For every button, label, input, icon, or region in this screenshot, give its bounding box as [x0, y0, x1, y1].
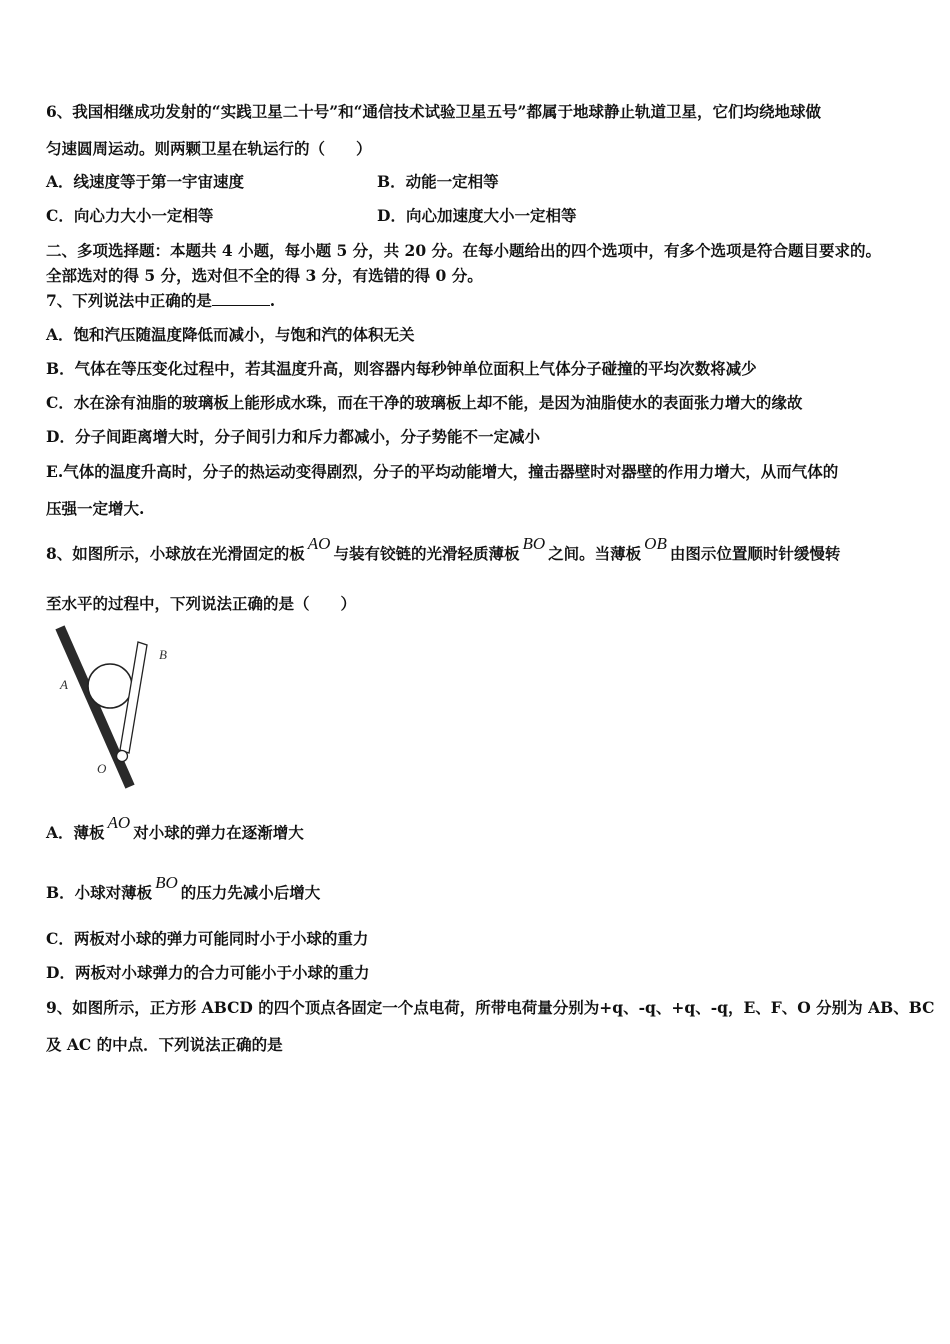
- ball: [88, 664, 132, 708]
- section2-heading-line2: 全部选对的得 5 分，选对但不全的得 3 分，有选错的得 0 分。: [46, 266, 483, 285]
- q7-stem: [46, 291, 275, 311]
- q8-option-b: [46, 873, 321, 903]
- q8-option-d: D．两板对小球弹力的合力可能小于小球的重力: [46, 963, 370, 982]
- answer-blank: [212, 291, 270, 306]
- q8-figure: [46, 625, 186, 790]
- q8-option-c: C．两板对小球的弹力可能同时小于小球的重力: [46, 929, 369, 948]
- q7-option-b: B．气体在等压变化过程中，若其温度升高，则容器内每秒钟单位面积上气体分子碰撞的平均次数将减少: [46, 359, 757, 378]
- q7-option-c: C．水在涂有油脂的玻璃板上能形成水珠，而在干净的玻璃板上却不能，是因为油脂使水的表面张力增大的缘故: [46, 393, 803, 412]
- q7-stem-text: 7、下列说法中正确的是: [46, 291, 212, 310]
- q7-option-a: A．饱和汽压随温度降低而减小，与饱和汽的体积无关: [46, 325, 415, 344]
- q8-text-1: 8、如图所示，小球放在光滑固定的板: [46, 544, 305, 563]
- q9-stem-line1: 9、如图所示，正方形 ABCD 的四个顶点各固定一个点电荷，所带电荷量分别为+q、-q、+q、-q，E、F、O 分别为 AB、BC: [46, 998, 935, 1017]
- q8-math-ao: AO: [307, 534, 331, 553]
- q8-stem-line2: 至水平的过程中，下列说法正确的是（ ）: [46, 594, 357, 613]
- q8-b-pre: B．小球对薄板: [46, 883, 153, 902]
- q8-b-post: 的压力先减小后增大: [180, 883, 321, 902]
- label-b: B: [159, 647, 167, 662]
- q8-text-4: 由图示位置顺时针缓慢转: [669, 544, 841, 563]
- q7-stem-end: .: [269, 291, 276, 310]
- q8-stem-line1: [46, 534, 841, 564]
- hinge: [117, 751, 128, 762]
- q8-text-2: 与装有铰链的光滑轻质薄板: [333, 544, 520, 563]
- q8-math-bo: BO: [522, 534, 546, 553]
- q6-stem-line1: 6、我国相继成功发射的“实践卫星二十号”和“通信技术试验卫星五号”都属于地球静止轨道卫星，它们均绕地球做: [46, 102, 821, 121]
- section2-heading-line1: 二、多项选择题：本题共 4 小题，每小题 5 分，共 20 分。在每小题给出的四个选项中，有多个选项是符合题目要求的。: [46, 241, 882, 260]
- q7-option-e-line1: E.气体的温度升高时，分子的热运动变得剧烈，分子的平均动能增大，撞击器壁时对器壁的作用力增大，从而气体的: [46, 462, 839, 481]
- q6-option-a: A．线速度等于第一宇宙速度: [46, 172, 245, 191]
- q6-option-b: B．动能一定相等: [377, 172, 499, 191]
- q6-stem-line2: 匀速圆周运动。则两颗卫星在轨运行的（ ）: [46, 139, 372, 158]
- q8-text-3: 之间。当薄板: [548, 544, 642, 563]
- q8-a-pre: A．薄板: [46, 823, 105, 842]
- q7-option-e-line2: 压强一定增大.: [46, 499, 145, 518]
- label-o: O: [97, 761, 107, 776]
- q8-a-math: AO: [107, 813, 131, 832]
- label-a: A: [60, 677, 68, 692]
- q9-stem-line2: 及 AC 的中点．下列说法正确的是: [46, 1035, 283, 1054]
- q8-option-a: [46, 813, 304, 843]
- q8-b-math: BO: [155, 873, 178, 892]
- q8-math-ob: OB: [644, 534, 667, 553]
- q6-option-d: D．向心加速度大小一定相等: [377, 206, 577, 225]
- q7-option-d: D．分子间距离增大时，分子间引力和斥力都减小，分子势能不一定减小: [46, 427, 540, 446]
- board-ball-diagram: [46, 625, 186, 790]
- q6-option-c: C．向心力大小一定相等: [46, 206, 214, 225]
- q8-a-post: 对小球的弹力在逐渐增大: [133, 823, 304, 842]
